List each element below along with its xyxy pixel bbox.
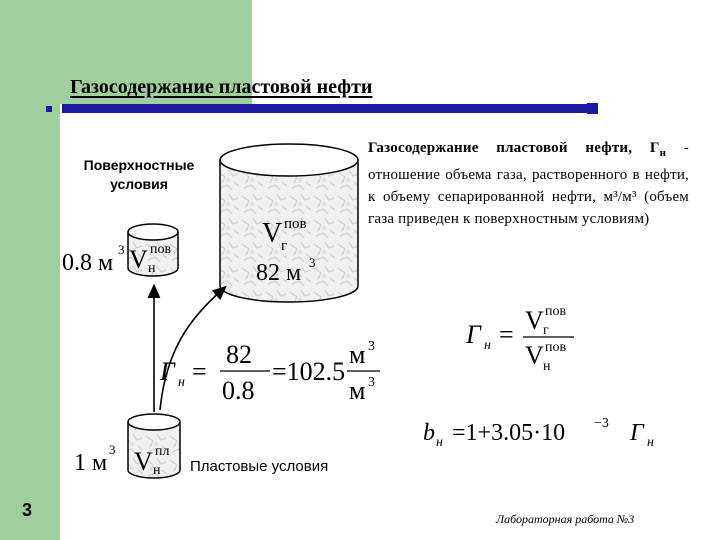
small-surface-tank [62,224,178,276]
small-reservoir-tank [74,414,180,478]
definition-term: Газосодержание пластовой нефти, Г [368,140,660,156]
slide-title: Газосодержание пластовой нефти [70,76,373,98]
calculation-formula [159,339,380,405]
def-num: V [525,306,544,335]
def-num-sub: г [543,323,549,338]
large-tank-sup: пов [284,216,307,232]
def-lhs-sub: н [484,338,491,353]
calc-result: =102.5 [272,357,346,386]
def-num-sup: пов [545,304,567,319]
bn-tail: Г [630,420,644,446]
footer-text: Лабораторная работа №3 [496,512,635,526]
calc-unit-den: м [349,376,366,405]
small-surface-sub: н [148,261,156,276]
small-surface-symbol: V [129,245,148,274]
calc-unit-den-exp: 3 [368,375,375,390]
def-eq: = [499,320,514,349]
large-tank-value: 82 м [256,260,302,286]
definition-body: - отношение объема газа, растворенного в нефти, к объему сепарированной нефти, м³/м³ (объем газа приведен к поверхностным условиям) [368,140,689,227]
small-reservoir-symbol: V [134,447,153,476]
definition-formula [465,304,574,374]
small-reservoir-exponent: 3 [109,442,116,457]
def-lhs: Г [466,320,481,349]
small-surface-value: 0.8 м [62,250,114,276]
large-tank [220,144,358,302]
calc-den: 0.8 [222,376,255,405]
bn-lhs-sub: н [436,435,443,450]
large-tank-exponent: 3 [309,255,316,270]
small-surface-exponent: 3 [118,242,125,257]
def-den-sup: пов [545,340,567,355]
large-tank-sub: г [281,238,288,254]
def-den: V [525,341,544,370]
small-reservoir-sub: н [153,463,161,478]
large-tank-symbol: V [262,218,283,249]
small-reservoir-sup: пл [155,444,170,459]
calc-unit-num: м [349,340,366,369]
page-number: 3 [22,500,33,520]
calc-unit-num-exp: 3 [368,339,375,354]
arrow-to-gas-tank [160,290,222,410]
calc-eq: = [192,357,207,386]
small-reservoir-value: 1 м [74,450,108,476]
reservoir-conditions-label: Пластовые условия [190,458,329,475]
bn-exp: −3 [594,416,609,431]
calc-lhs-sub: н [178,375,185,390]
def-den-sub: н [543,359,551,374]
bn-tail-sub: н [647,435,654,450]
calc-num: 82 [226,340,252,369]
calc-lhs: Г [160,357,175,386]
small-surface-sup: пов [150,242,172,257]
bn-formula [423,416,654,450]
surface-conditions-label: Поверхностные условия [83,157,195,192]
bn-rhs: =1+3.05·10 [452,420,566,446]
definition-term-subscript: н [659,147,667,159]
bn-lhs: b [423,420,435,446]
